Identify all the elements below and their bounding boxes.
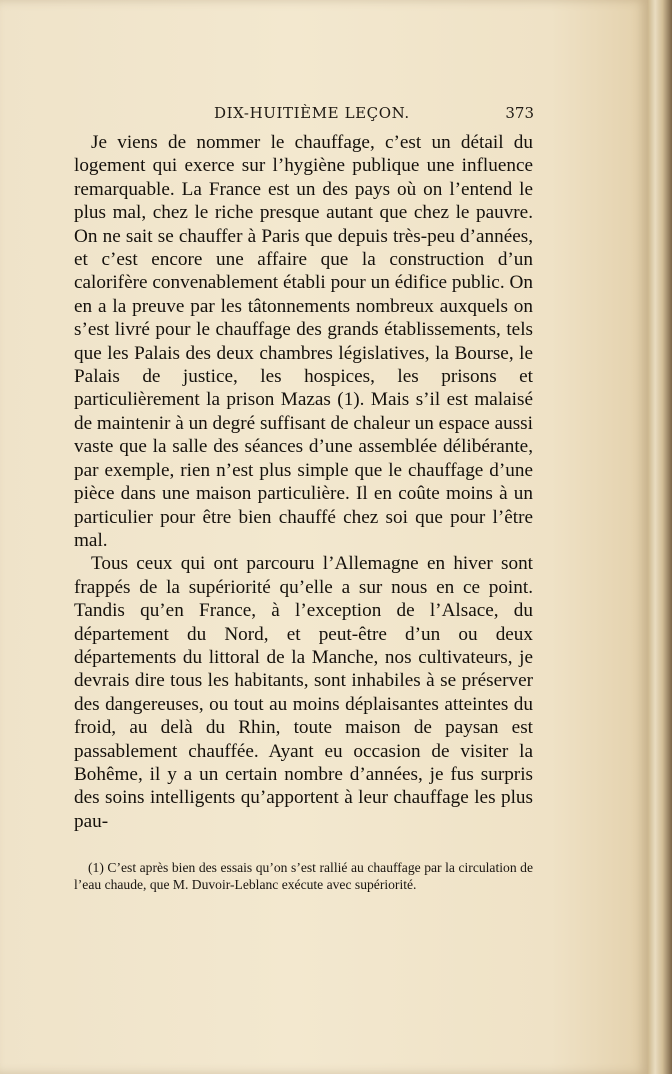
paragraph-chauffage: Je viens de nommer le chauffage, c’est un détail du logement qui exerce sur l’hygiène publique une influence remarquable. La France est un des pays où on l’entend le plus mal, chez le riche presque autant que chez le pauvre. On ne sait se chauffer à Paris que depuis très-peu d’années, et c’est encore une affaire que la construction d’un calorifère convenablement établi pour un édifice public. On en a la preuve par les tâtonnements nombreux auxquels on s’est livré pour le chauffage des grands établissements, tels que les Palais des deux chambres législatives, la Bourse, le Palais de justice, les hospices, les prisons et particulièrement la prison Mazas (1). Mais s’il est malaisé de maintenir à un degré suffisant de chaleur un espace aussi vaste que la salle des séances d’une assemblée délibérante, par exemple, rien n’est plus simple que le chauffage d’une pièce dans une maison particulière. Il en coûte moins à un particulier pour être bien chauffé chez soi que pour l’être mal. — [74, 132, 533, 551]
paragraph-allemagne: Tous ceux qui ont parcouru l’Allemagne en hiver sont frappés de la supériorité qu’elle a sur nous en ce point. Tandis qu’en France, à l’exception de l’Alsace, du département du Nord, et peut-être d’un ou deux départements du littoral de la Manche, nos cultivateurs, je devrais dire tous les habitants, sont inhabiles à se préserver des dangereuses, ou tout au moins déplaisantes atteintes du froid, au delà du Rhin, toute maison de paysan est passablement chauffée. Ayant eu occasion de visiter la Bohême, il y a un certain nombre d’années, je fus surpris des soins intelligents qu’apportent à leur chauffage les plus pau- — [74, 553, 533, 832]
page-header — [74, 100, 534, 126]
page-number: 373 — [505, 104, 534, 122]
footnote: (1) C’est après bien des essais qu’on s’est rallié au chauffage par la circulation de l’eau chaude, que M. Duvoir-Leblanc exécute avec supériorité. — [74, 860, 533, 892]
running-head: DIX-HUITIÈME LEÇON. — [214, 104, 410, 122]
main-text — [74, 131, 533, 833]
page-edge — [648, 0, 672, 1074]
